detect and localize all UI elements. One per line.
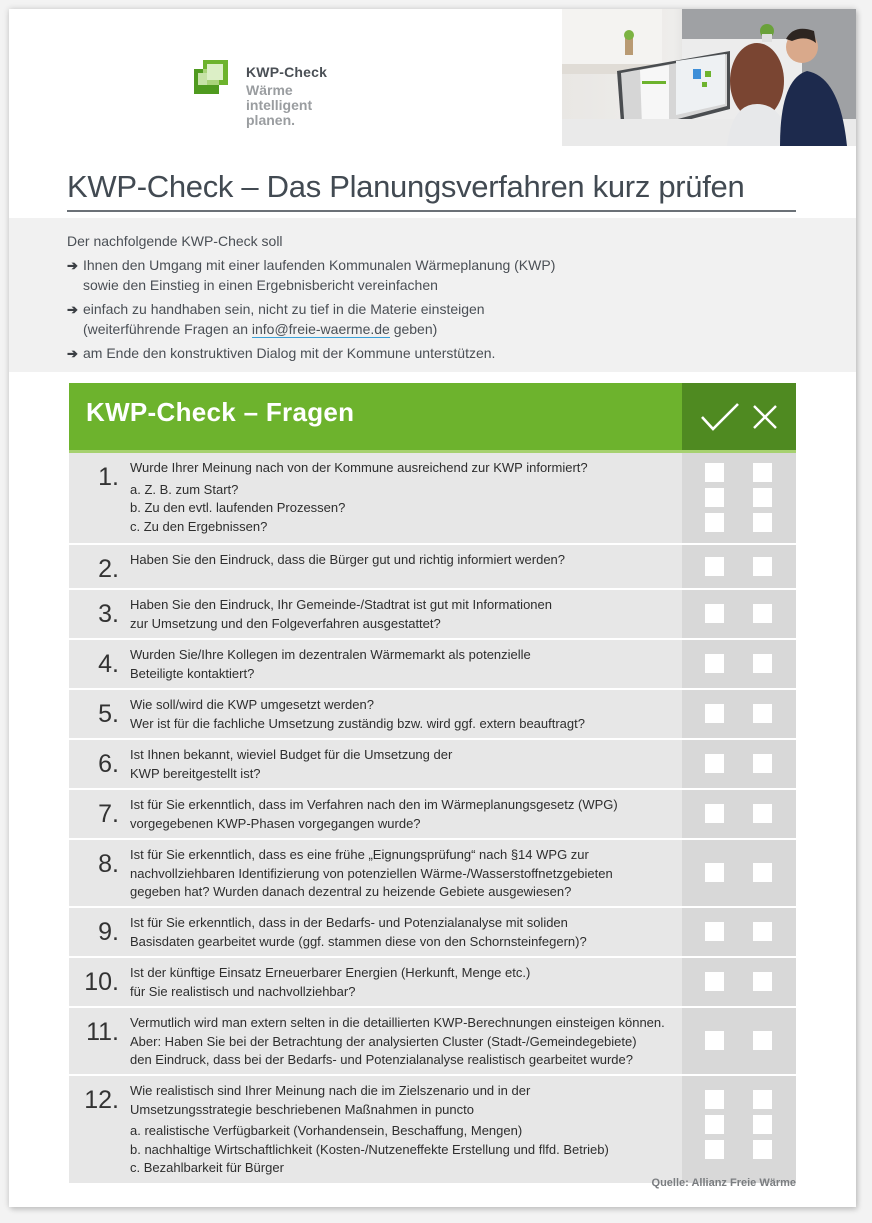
logo-tagline	[246, 83, 366, 128]
table-row	[69, 838, 796, 906]
intro-list	[67, 256, 667, 369]
question-line: zur Umsetzung und den Folgeverfahren ausgestattet?	[130, 615, 441, 631]
question-line: Beteiligte kontaktiert?	[130, 665, 255, 681]
question-line: vorgegebenen KWP-Phasen vorgegangen wurde?	[130, 815, 421, 831]
question-number: 4.	[98, 650, 119, 678]
intro-lead: Der nachfolgende KWP-Check soll	[67, 233, 283, 249]
answer-cells	[682, 690, 796, 738]
question-subitem: a. Z. B. zum Start?	[130, 481, 239, 497]
table-row	[69, 638, 796, 688]
yes-checkbox[interactable]	[705, 557, 724, 576]
table-title: KWP-Check – Fragen	[86, 397, 355, 427]
page-title: KWP-Check – Das Planungsverfahren kurz prüfen	[67, 169, 745, 204]
question-subitem: b. Zu den evtl. laufenden Prozessen?	[130, 500, 346, 515]
no-checkbox[interactable]	[753, 488, 772, 507]
no-checkbox[interactable]	[753, 1090, 772, 1109]
table-row	[69, 956, 796, 1006]
question-text	[127, 453, 682, 543]
yes-checkbox[interactable]	[705, 804, 724, 823]
question-number: 6.	[98, 750, 119, 778]
question-line: gegeben hat? Wurden danach dezentral zu heizende Gebiete ausgewiesen?	[130, 884, 572, 899]
question-text	[127, 640, 682, 688]
answer-cells	[682, 545, 796, 588]
no-checkbox[interactable]	[753, 804, 772, 823]
table-body	[69, 450, 796, 1183]
arrow-right-icon: ➔	[67, 346, 78, 361]
question-number: 2.	[98, 555, 119, 583]
question-text	[127, 590, 682, 638]
table-header	[69, 383, 796, 450]
intro-item-text: sowie den Einstieg in einen Ergebnisbericht vereinfachen	[83, 276, 438, 293]
question-number: 3.	[98, 600, 119, 628]
intro-section	[9, 218, 856, 372]
office-photo-illustration	[562, 9, 856, 146]
answer-columns-header	[682, 383, 796, 450]
question-line: Wurden Sie/Ihre Kollegen im dezentralen Wärmemarkt als potenzielle	[130, 647, 531, 662]
yes-checkbox[interactable]	[705, 513, 724, 532]
email-link[interactable]: info@freie-waerme.de	[251, 320, 390, 337]
tagline-line: planen.	[246, 112, 296, 128]
no-checkbox[interactable]	[753, 972, 772, 991]
answer-cells	[682, 590, 796, 638]
check-icon	[700, 402, 740, 432]
no-checkbox[interactable]	[753, 557, 772, 576]
question-line: Ist für Sie erkenntlich, dass im Verfahren nach den im Wärmeplanungsgesetz (WPG)	[130, 797, 618, 812]
question-line: Ist für Sie erkenntlich, dass in der Bedarfs- und Potenzialanalyse mit soliden	[130, 915, 568, 930]
answer-cells	[682, 740, 796, 788]
x-icon	[752, 404, 778, 430]
table-row	[69, 688, 796, 738]
question-text	[127, 958, 682, 1006]
question-subitem: c. Zu den Ergebnissen?	[130, 518, 268, 534]
title-underline	[67, 210, 796, 212]
question-line: Wie soll/wird die KWP umgesetzt werden?	[130, 697, 374, 712]
source-credit: Quelle: Allianz Freie Wärme	[651, 1177, 796, 1189]
question-number: 10.	[84, 968, 119, 996]
answer-cells	[682, 1008, 796, 1074]
question-line: Wurde Ihrer Meinung nach von der Kommune ausreichend zur KWP informiert?	[130, 460, 588, 475]
yes-checkbox[interactable]	[705, 654, 724, 673]
intro-item-text: geben)	[389, 320, 438, 337]
yes-checkbox[interactable]	[705, 488, 724, 507]
answer-cells	[682, 958, 796, 1006]
questions-table	[69, 383, 796, 1183]
no-checkbox[interactable]	[753, 754, 772, 773]
yes-checkbox[interactable]	[705, 972, 724, 991]
question-text	[127, 1008, 682, 1074]
question-line: Aber: Haben Sie bei der Betrachtung der analysierten Cluster (Stadt-/Gemeindegebiete)	[130, 1033, 637, 1049]
question-text	[127, 908, 682, 956]
table-row	[69, 788, 796, 838]
question-text	[127, 840, 682, 906]
question-line: Vermutlich wird man extern selten in die detaillierten KWP-Berechnungen einsteigen können.	[130, 1015, 665, 1030]
kwp-check-logo	[194, 60, 374, 140]
question-number: 5.	[98, 700, 119, 728]
no-checkbox[interactable]	[753, 922, 772, 941]
no-checkbox[interactable]	[753, 1140, 772, 1159]
no-checkbox[interactable]	[753, 604, 772, 623]
no-checkbox[interactable]	[753, 704, 772, 723]
table-row	[69, 450, 796, 543]
table-row	[69, 543, 796, 588]
question-line: nachvollziehbaren Identifizierung von potenziellen Wärme-/Wasserstoffnetzgebieten	[130, 865, 613, 881]
arrow-right-icon: ➔	[67, 302, 78, 317]
question-number: 8.	[98, 850, 119, 878]
intro-item-text: einfach zu handhaben sein, nicht zu tief in die Materie einsteigen	[83, 301, 485, 317]
intro-item	[67, 300, 667, 339]
yes-checkbox[interactable]	[705, 463, 724, 482]
overlapping-squares-logo-icon	[194, 60, 228, 94]
question-line: Ist Ihnen bekannt, wieviel Budget für die Umsetzung der	[130, 747, 453, 762]
question-line: für Sie realistisch und nachvollziehbar?	[130, 983, 356, 999]
no-checkbox[interactable]	[753, 1031, 772, 1050]
no-checkbox[interactable]	[753, 654, 772, 673]
answer-cells	[682, 908, 796, 956]
yes-checkbox[interactable]	[705, 1090, 724, 1109]
document-page	[9, 9, 856, 1207]
answer-cells	[682, 840, 796, 906]
table-row	[69, 588, 796, 638]
question-text	[127, 740, 682, 788]
yes-checkbox[interactable]	[705, 604, 724, 623]
question-line: Ist der künftige Einsatz Erneuerbarer Energien (Herkunft, Menge etc.)	[130, 965, 531, 980]
no-checkbox[interactable]	[753, 863, 772, 882]
question-text	[127, 690, 682, 738]
question-text	[127, 545, 682, 588]
question-line: Haben Sie den Eindruck, Ihr Gemeinde-/Stadtrat ist gut mit Informationen	[130, 597, 552, 612]
intro-item-text: am Ende den konstruktiven Dialog mit der Kommune unterstützen.	[83, 345, 496, 361]
intro-item	[67, 344, 667, 364]
answer-cells	[682, 790, 796, 838]
question-subitem: c. Bezahlbarkeit für Bürger	[130, 1160, 284, 1175]
table-row	[69, 1006, 796, 1074]
intro-item-text: (weiterführende Fragen an	[83, 320, 252, 337]
question-line: Basisdaten gearbeitet wurde (ggf. stammen diese von den Schornsteinfegern)?	[130, 933, 587, 949]
yes-checkbox[interactable]	[705, 1140, 724, 1159]
question-line: KWP bereitgestellt ist?	[130, 765, 261, 781]
table-row	[69, 906, 796, 956]
question-line: den Eindruck, dass bei der Bedarfs- und Potenzialanalyse realistisch gearbeitet wurde?	[130, 1052, 633, 1067]
question-number: 11.	[86, 1018, 119, 1046]
question-line: Wer ist für die fachliche Umsetzung zuständig bzw. wird ggf. extern beauftragt?	[130, 715, 585, 731]
question-number: 7.	[98, 800, 119, 828]
yes-checkbox[interactable]	[705, 1031, 724, 1050]
question-text	[127, 790, 682, 838]
no-checkbox[interactable]	[753, 513, 772, 532]
intro-item-text: Ihnen den Umgang mit einer laufenden Kommunalen Wärmeplanung (KWP)	[83, 257, 556, 273]
question-number: 12.	[84, 1086, 119, 1114]
question-line: Haben Sie den Eindruck, dass die Bürger gut und richtig informiert werden?	[130, 552, 566, 567]
question-line: Umsetzungsstrategie beschriebenen Maßnahmen in puncto	[130, 1101, 474, 1117]
answer-cells	[682, 640, 796, 688]
header-photo	[562, 9, 856, 146]
yes-checkbox[interactable]	[705, 863, 724, 882]
question-number: 1.	[98, 463, 119, 491]
no-checkbox[interactable]	[753, 463, 772, 482]
question-line: Ist für Sie erkenntlich, dass es eine frühe „Eignungsprüfung“ nach §14 WPG zur	[130, 847, 589, 862]
tagline-line: intelligent	[246, 97, 313, 113]
table-row	[69, 1074, 796, 1183]
yes-checkbox[interactable]	[705, 754, 724, 773]
answer-cells	[682, 1076, 796, 1183]
arrow-right-icon: ➔	[67, 258, 78, 273]
answer-cells	[682, 453, 796, 543]
yes-checkbox[interactable]	[705, 922, 724, 941]
question-text	[127, 1076, 682, 1183]
question-number: 9.	[98, 918, 119, 946]
table-row	[69, 738, 796, 788]
question-subitem: b. nachhaltige Wirtschaftlichkeit (Kosten-/Nutzeneffekte Erstellung und flfd. Betrieb)	[130, 1141, 609, 1157]
tagline-line: Wärme	[246, 82, 293, 98]
question-line: Wie realistisch sind Ihrer Meinung nach die im Zielszenario und in der	[130, 1083, 531, 1098]
logo-name: KWP-Check	[246, 64, 328, 80]
no-checkbox[interactable]	[753, 1115, 772, 1134]
intro-item	[67, 256, 667, 295]
question-subitem: a. realistische Verfügbarkeit (Vorhandensein, Beschaffung, Mengen)	[130, 1123, 523, 1138]
yes-checkbox[interactable]	[705, 1115, 724, 1134]
yes-checkbox[interactable]	[705, 704, 724, 723]
